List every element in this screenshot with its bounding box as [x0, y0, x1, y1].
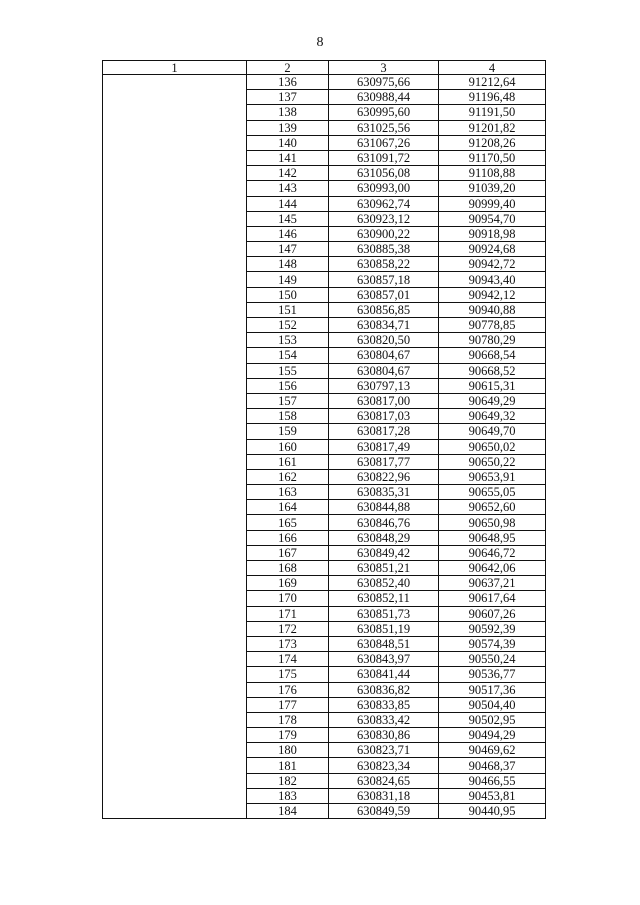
point-number-cell: 174 [247, 652, 329, 667]
y-coordinate-cell: 90650,98 [439, 515, 546, 530]
point-number-cell: 140 [247, 135, 329, 150]
y-coordinate-cell: 90999,40 [439, 196, 546, 211]
y-coordinate-cell: 90649,70 [439, 424, 546, 439]
y-coordinate-cell: 90649,29 [439, 393, 546, 408]
point-number-cell: 143 [247, 181, 329, 196]
point-number-cell: 157 [247, 393, 329, 408]
point-number-cell: 146 [247, 226, 329, 241]
y-coordinate-cell: 90502,95 [439, 712, 546, 727]
point-number-cell: 141 [247, 150, 329, 165]
x-coordinate-cell: 630833,85 [329, 697, 439, 712]
x-coordinate-cell: 630849,59 [329, 804, 439, 819]
point-number-cell: 165 [247, 515, 329, 530]
x-coordinate-cell: 630834,71 [329, 318, 439, 333]
point-number-cell: 162 [247, 469, 329, 484]
y-coordinate-cell: 90494,29 [439, 728, 546, 743]
point-number-cell: 167 [247, 545, 329, 560]
x-coordinate-cell: 630831,18 [329, 788, 439, 803]
point-number-cell: 154 [247, 348, 329, 363]
x-coordinate-cell: 630857,01 [329, 287, 439, 302]
x-coordinate-cell: 630851,19 [329, 621, 439, 636]
y-coordinate-cell: 90668,54 [439, 348, 546, 363]
y-coordinate-cell: 90918,98 [439, 226, 546, 241]
x-coordinate-cell: 630820,50 [329, 333, 439, 348]
y-coordinate-cell: 90592,39 [439, 621, 546, 636]
y-coordinate-cell: 91191,50 [439, 105, 546, 120]
point-number-cell: 182 [247, 773, 329, 788]
x-coordinate-cell: 630824,65 [329, 773, 439, 788]
x-coordinate-cell: 631025,56 [329, 120, 439, 135]
y-coordinate-cell: 90646,72 [439, 545, 546, 560]
point-number-cell: 156 [247, 378, 329, 393]
x-coordinate-cell: 631091,72 [329, 150, 439, 165]
point-number-cell: 171 [247, 606, 329, 621]
x-coordinate-cell: 630835,31 [329, 485, 439, 500]
x-coordinate-cell: 630848,29 [329, 530, 439, 545]
point-number-cell: 147 [247, 242, 329, 257]
column-header-3: 3 [329, 61, 439, 75]
y-coordinate-cell: 90504,40 [439, 697, 546, 712]
point-number-cell: 173 [247, 636, 329, 651]
x-coordinate-cell: 630822,96 [329, 469, 439, 484]
y-coordinate-cell: 91196,48 [439, 90, 546, 105]
x-coordinate-cell: 630851,73 [329, 606, 439, 621]
header-row [103, 61, 546, 75]
x-coordinate-cell: 630962,74 [329, 196, 439, 211]
x-coordinate-cell: 630849,42 [329, 545, 439, 560]
table-row [103, 75, 546, 90]
point-number-cell: 177 [247, 697, 329, 712]
x-coordinate-cell: 630851,21 [329, 561, 439, 576]
x-coordinate-cell: 630817,28 [329, 424, 439, 439]
x-coordinate-cell: 631056,08 [329, 166, 439, 181]
table-body [103, 75, 546, 819]
x-coordinate-cell: 630988,44 [329, 90, 439, 105]
y-coordinate-cell: 90780,29 [439, 333, 546, 348]
y-coordinate-cell: 91170,50 [439, 150, 546, 165]
y-coordinate-cell: 90536,77 [439, 667, 546, 682]
x-coordinate-cell: 630841,44 [329, 667, 439, 682]
y-coordinate-cell: 90637,21 [439, 576, 546, 591]
x-coordinate-cell: 630923,12 [329, 211, 439, 226]
point-number-cell: 160 [247, 439, 329, 454]
x-coordinate-cell: 630830,86 [329, 728, 439, 743]
table-header [103, 61, 546, 75]
y-coordinate-cell: 91208,26 [439, 135, 546, 150]
point-number-cell: 163 [247, 485, 329, 500]
x-coordinate-cell: 630846,76 [329, 515, 439, 530]
point-number-cell: 151 [247, 302, 329, 317]
point-number-cell: 175 [247, 667, 329, 682]
x-coordinate-cell: 630823,34 [329, 758, 439, 773]
y-coordinate-cell: 90466,55 [439, 773, 546, 788]
point-number-cell: 184 [247, 804, 329, 819]
page-number: 8 [316, 35, 324, 50]
y-coordinate-cell: 90655,05 [439, 485, 546, 500]
x-coordinate-cell: 630817,49 [329, 439, 439, 454]
y-coordinate-cell: 91212,64 [439, 75, 546, 90]
x-coordinate-cell: 630833,42 [329, 712, 439, 727]
y-coordinate-cell: 90453,81 [439, 788, 546, 803]
y-coordinate-cell: 90954,70 [439, 211, 546, 226]
point-number-cell: 180 [247, 743, 329, 758]
y-coordinate-cell: 90574,39 [439, 636, 546, 651]
point-number-cell: 178 [247, 712, 329, 727]
point-number-cell: 149 [247, 272, 329, 287]
point-number-cell: 148 [247, 257, 329, 272]
x-coordinate-cell: 630857,18 [329, 272, 439, 287]
point-number-cell: 181 [247, 758, 329, 773]
x-coordinate-cell: 630995,60 [329, 105, 439, 120]
y-coordinate-cell: 91201,82 [439, 120, 546, 135]
x-coordinate-cell: 630817,00 [329, 393, 439, 408]
point-number-cell: 138 [247, 105, 329, 120]
y-coordinate-cell: 90650,22 [439, 454, 546, 469]
point-number-cell: 168 [247, 561, 329, 576]
x-coordinate-cell: 630852,40 [329, 576, 439, 591]
y-coordinate-cell: 90607,26 [439, 606, 546, 621]
point-number-cell: 179 [247, 728, 329, 743]
point-number-cell: 158 [247, 409, 329, 424]
x-coordinate-cell: 630823,71 [329, 743, 439, 758]
x-coordinate-cell: 630993,00 [329, 181, 439, 196]
point-number-cell: 150 [247, 287, 329, 302]
y-coordinate-cell: 90924,68 [439, 242, 546, 257]
point-number-cell: 137 [247, 90, 329, 105]
x-coordinate-cell: 630848,51 [329, 636, 439, 651]
y-coordinate-cell: 90615,31 [439, 378, 546, 393]
point-number-cell: 155 [247, 363, 329, 378]
point-number-cell: 136 [247, 75, 329, 90]
column-header-4: 4 [439, 61, 546, 75]
point-number-cell: 172 [247, 621, 329, 636]
x-coordinate-cell: 630804,67 [329, 348, 439, 363]
point-number-cell: 139 [247, 120, 329, 135]
y-coordinate-cell: 90652,60 [439, 500, 546, 515]
y-coordinate-cell: 90642,06 [439, 561, 546, 576]
y-coordinate-cell: 90668,52 [439, 363, 546, 378]
point-number-cell: 161 [247, 454, 329, 469]
x-coordinate-cell: 630804,67 [329, 363, 439, 378]
y-coordinate-cell: 90550,24 [439, 652, 546, 667]
x-coordinate-cell: 630975,66 [329, 75, 439, 90]
point-number-cell: 170 [247, 591, 329, 606]
point-number-cell: 144 [247, 196, 329, 211]
point-number-cell: 145 [247, 211, 329, 226]
point-number-cell: 159 [247, 424, 329, 439]
y-coordinate-cell: 90440,95 [439, 804, 546, 819]
x-coordinate-cell: 630852,11 [329, 591, 439, 606]
y-coordinate-cell: 91108,88 [439, 166, 546, 181]
x-coordinate-cell: 630858,22 [329, 257, 439, 272]
y-coordinate-cell: 90517,36 [439, 682, 546, 697]
point-number-cell: 164 [247, 500, 329, 515]
x-coordinate-cell: 630817,77 [329, 454, 439, 469]
point-number-cell: 176 [247, 682, 329, 697]
y-coordinate-cell: 90942,12 [439, 287, 546, 302]
x-coordinate-cell: 631067,26 [329, 135, 439, 150]
column-header-2: 2 [247, 61, 329, 75]
y-coordinate-cell: 90650,02 [439, 439, 546, 454]
coordinates-table [102, 60, 546, 819]
x-coordinate-cell: 630844,88 [329, 500, 439, 515]
point-number-cell: 166 [247, 530, 329, 545]
y-coordinate-cell: 90617,64 [439, 591, 546, 606]
y-coordinate-cell: 90943,40 [439, 272, 546, 287]
column-header-1: 1 [103, 61, 247, 75]
column-1-blank-cell [103, 75, 247, 819]
point-number-cell: 153 [247, 333, 329, 348]
y-coordinate-cell: 90649,32 [439, 409, 546, 424]
x-coordinate-cell: 630885,38 [329, 242, 439, 257]
y-coordinate-cell: 90942,72 [439, 257, 546, 272]
x-coordinate-cell: 630797,13 [329, 378, 439, 393]
y-coordinate-cell: 90469,62 [439, 743, 546, 758]
point-number-cell: 169 [247, 576, 329, 591]
point-number-cell: 152 [247, 318, 329, 333]
x-coordinate-cell: 630817,03 [329, 409, 439, 424]
y-coordinate-cell: 90653,91 [439, 469, 546, 484]
point-number-cell: 183 [247, 788, 329, 803]
x-coordinate-cell: 630836,82 [329, 682, 439, 697]
point-number-cell: 142 [247, 166, 329, 181]
y-coordinate-cell: 90468,37 [439, 758, 546, 773]
x-coordinate-cell: 630900,22 [329, 226, 439, 241]
y-coordinate-cell: 91039,20 [439, 181, 546, 196]
y-coordinate-cell: 90648,95 [439, 530, 546, 545]
x-coordinate-cell: 630856,85 [329, 302, 439, 317]
x-coordinate-cell: 630843,97 [329, 652, 439, 667]
y-coordinate-cell: 90778,85 [439, 318, 546, 333]
y-coordinate-cell: 90940,88 [439, 302, 546, 317]
